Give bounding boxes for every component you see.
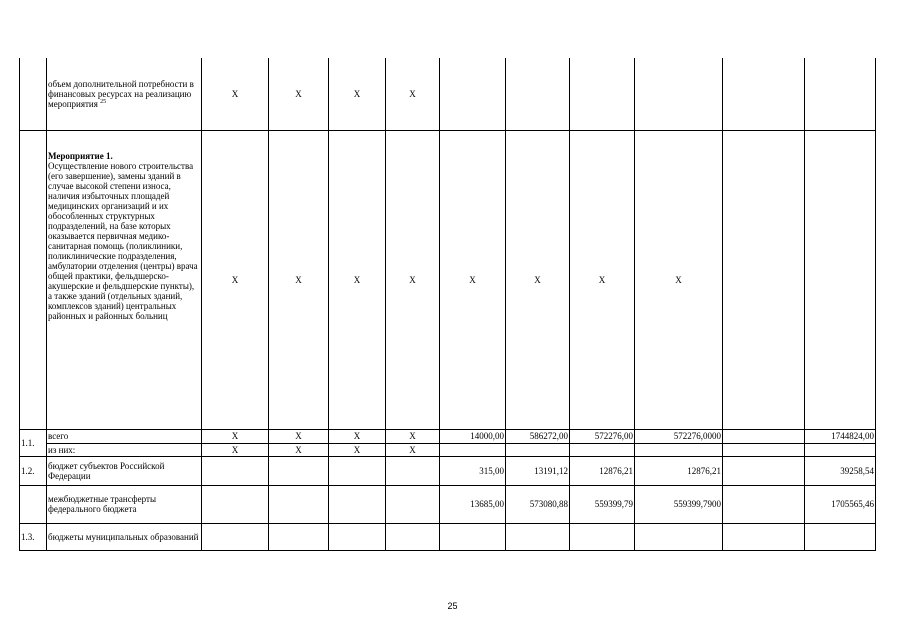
- table-cell: [570, 443, 635, 456]
- table-cell: [329, 485, 386, 523]
- table-cell: [269, 523, 329, 550]
- table-cell: [440, 58, 506, 130]
- table-cell: [386, 485, 440, 523]
- table-cell: 559399,7900: [635, 485, 723, 523]
- table-cell: 14000,00: [440, 429, 506, 443]
- table-row: [20, 456, 876, 485]
- row-label-cell: [47, 130, 202, 429]
- table-cell: 586272,00: [506, 429, 570, 443]
- table-cell: 12876,21: [570, 456, 635, 485]
- table-cell: [635, 58, 723, 130]
- row-number-cell: 1.3.: [20, 523, 47, 550]
- table-row: [20, 130, 876, 429]
- table-cell: [723, 443, 805, 456]
- table-cell: 572276,00: [570, 429, 635, 443]
- table-row: [20, 485, 876, 523]
- row-number-cell: [20, 58, 47, 130]
- table-cell: [723, 456, 805, 485]
- table-cell: [635, 523, 723, 550]
- table-cell: [440, 443, 506, 456]
- row-label-cell: [47, 58, 202, 130]
- table-cell: X: [386, 58, 440, 130]
- table-cell: X: [269, 58, 329, 130]
- table-cell: [805, 58, 876, 130]
- table-cell: X: [386, 429, 440, 443]
- table-cell: X: [386, 130, 440, 429]
- financing-table: [19, 58, 876, 551]
- row-label-cell: бюджет субъектов Российской Федерации: [47, 456, 202, 485]
- table-cell: [723, 429, 805, 443]
- table-cell: [723, 523, 805, 550]
- table-cell: 573080,88: [506, 485, 570, 523]
- table-cell: X: [202, 58, 269, 130]
- table-cell: 559399,79: [570, 485, 635, 523]
- table-cell: [570, 523, 635, 550]
- table-cell: 1705565,46: [805, 485, 876, 523]
- table-cell: 315,00: [440, 456, 506, 485]
- row-number-cell: 1.1.: [20, 429, 47, 456]
- table-cell: [570, 58, 635, 130]
- row-label-cell: бюджеты муниципальных образований: [47, 523, 202, 550]
- table-cell: [723, 485, 805, 523]
- table-cell: [386, 456, 440, 485]
- table-cell: 13191,12: [506, 456, 570, 485]
- table-cell: [202, 485, 269, 523]
- table-row: [20, 429, 876, 443]
- table-cell: X: [269, 443, 329, 456]
- table-cell: X: [202, 443, 269, 456]
- table-cell: [269, 456, 329, 485]
- table-cell: [805, 130, 876, 429]
- table-cell: X: [329, 58, 386, 130]
- table-cell: [723, 130, 805, 429]
- table-cell: [805, 523, 876, 550]
- table-cell: 12876,21: [635, 456, 723, 485]
- row-number-cell: [20, 130, 47, 429]
- table-row: [20, 523, 876, 550]
- row-label-cell: межбюджетные трансферты федерального бюджета: [47, 485, 202, 523]
- table-row: [20, 443, 876, 456]
- table-cell: X: [386, 443, 440, 456]
- table-cell: 1744824,00: [805, 429, 876, 443]
- measure-title: Мероприятие 1.: [48, 150, 113, 161]
- table-cell: X: [440, 130, 506, 429]
- table-cell: X: [329, 130, 386, 429]
- table-cell: [635, 443, 723, 456]
- table-cell: X: [329, 429, 386, 443]
- table-cell: 39258,54: [805, 456, 876, 485]
- table-cell: X: [570, 130, 635, 429]
- table-cell: [329, 523, 386, 550]
- row-label-cell: всего: [47, 429, 202, 443]
- row-label-text: объем дополнительной потребности в финансовых ресурсах на реализацию мероприятия: [48, 78, 194, 109]
- row-label-cell: из них:: [47, 443, 202, 456]
- table-cell: X: [635, 130, 723, 429]
- table-cell: [506, 523, 570, 550]
- table-cell: X: [329, 443, 386, 456]
- table-row: [20, 58, 876, 130]
- table-cell: X: [506, 130, 570, 429]
- table-cell: [386, 523, 440, 550]
- table-cell: X: [202, 130, 269, 429]
- table-cell: [723, 58, 805, 130]
- table-cell: [329, 456, 386, 485]
- table-cell: [202, 523, 269, 550]
- table-cell: 572276,0000: [635, 429, 723, 443]
- table-cell: X: [269, 429, 329, 443]
- table-cell: [506, 58, 570, 130]
- table-cell: X: [202, 429, 269, 443]
- row-number-cell: 1.2.: [20, 456, 47, 485]
- table-cell: [440, 523, 506, 550]
- row-number-cell: [20, 485, 47, 523]
- table-cell: X: [269, 130, 329, 429]
- page-number: 25: [447, 601, 458, 611]
- table-cell: [269, 485, 329, 523]
- table-cell: [506, 443, 570, 456]
- footnote-marker: 25: [100, 98, 107, 105]
- table-cell: 13685,00: [440, 485, 506, 523]
- table-cell: [202, 456, 269, 485]
- measure-description: Осуществление нового строительства (его завершение), замены зданий в случае высокой степени износа, наличия избыточных площадей медицинских организаций и их обособленных структурных подразделений, на базе которых оказывается первичная медико-санитарная помощь (поликлиники, поликлинические подразделения, амбулатории отделения (центры) врача общей практики, фельдшерско-акушерские и фельдшерские пункты), а также зданий (отдельных зданий, комплексов зданий) центральных районных и районных больниц: [48, 160, 198, 321]
- table-cell: [805, 443, 876, 456]
